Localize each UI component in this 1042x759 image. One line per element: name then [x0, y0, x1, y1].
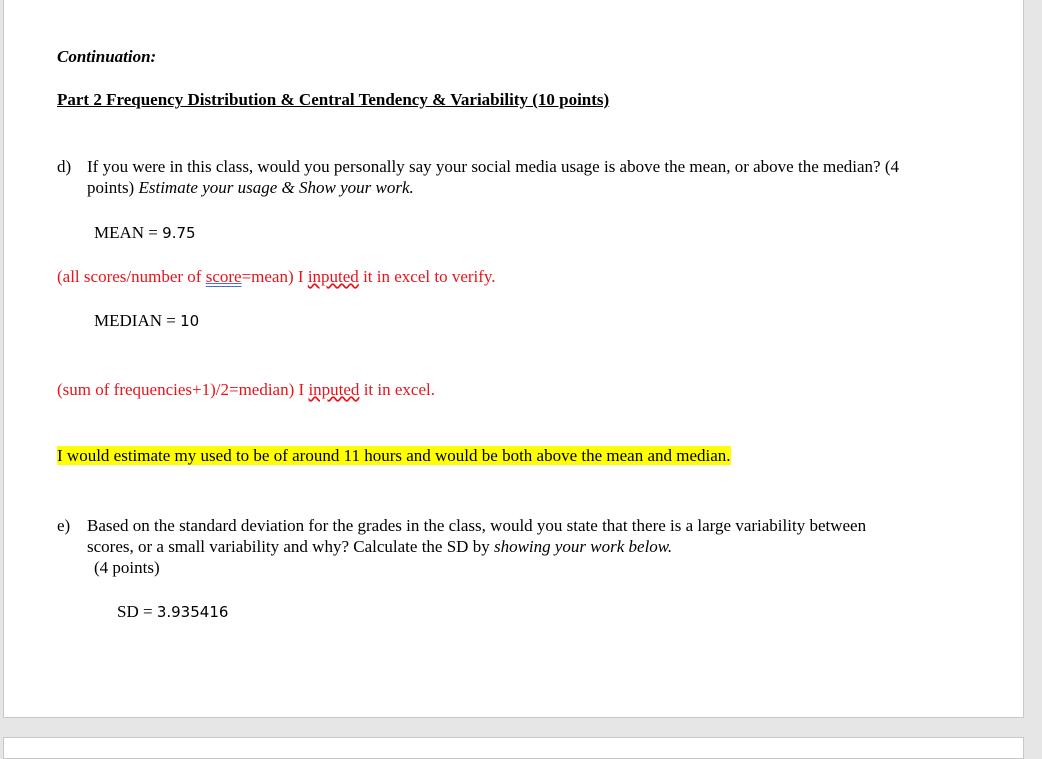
median-line: [94, 310, 199, 332]
sd-value: 3.935416: [156, 603, 229, 621]
question-e-line1: Based on the standard deviation for the grades in the class, would you state that there is a large variability between: [87, 516, 867, 535]
question-e-label: e): [57, 516, 71, 535]
mean-label: MEAN =: [94, 223, 163, 242]
mean-note-text: (all scores/number of: [57, 267, 206, 286]
mean-line: [94, 222, 196, 244]
median-note-inputed: inputed: [308, 380, 360, 399]
question-e-instruction: showing your work below.: [493, 537, 673, 556]
mean-note: [57, 266, 496, 287]
mean-note-text: it in excel to verify.: [358, 267, 496, 286]
section-heading: Part 2 Frequency Distribution & Central Tendency & Variability (10 points): [57, 90, 610, 109]
median-note-text: it in excel.: [359, 380, 435, 399]
highlighted-estimate: I would estimate my used to be of around 11 hours and would be both above the mean and median.: [57, 446, 731, 465]
next-page-edge: [3, 737, 1024, 759]
question-d-line2: points): [87, 178, 139, 197]
median-label: MEDIAN =: [94, 311, 181, 330]
median-note: [57, 379, 435, 400]
mean-value: 9.75: [162, 224, 196, 242]
question-d-line1: If you were in this class, would you personally say your social media usage is above the mean, or above the median? (4: [87, 157, 899, 176]
question-e-text: [87, 515, 977, 578]
question-e-points: (4 points): [94, 558, 160, 577]
document-page: [3, 0, 1024, 718]
mean-note-text: =mean) I: [241, 267, 308, 286]
continuation-label: Continuation:: [57, 47, 157, 66]
estimate-line: [57, 445, 731, 466]
median-note-text: (sum of frequencies+1)/2=median) I: [57, 380, 309, 399]
median-value: 10: [180, 312, 200, 330]
question-d-label: d): [57, 157, 72, 176]
mean-note-score: score: [205, 267, 242, 286]
question-e-line2: scores, or a small variability and why? Calculate the SD by: [87, 537, 494, 556]
question-d-text: [87, 156, 977, 198]
mean-note-inputed: inputed: [307, 267, 359, 286]
question-d-instruction: Estimate your usage & Show your work.: [138, 178, 414, 197]
sd-line: [117, 601, 228, 623]
sd-label: SD =: [117, 602, 157, 621]
